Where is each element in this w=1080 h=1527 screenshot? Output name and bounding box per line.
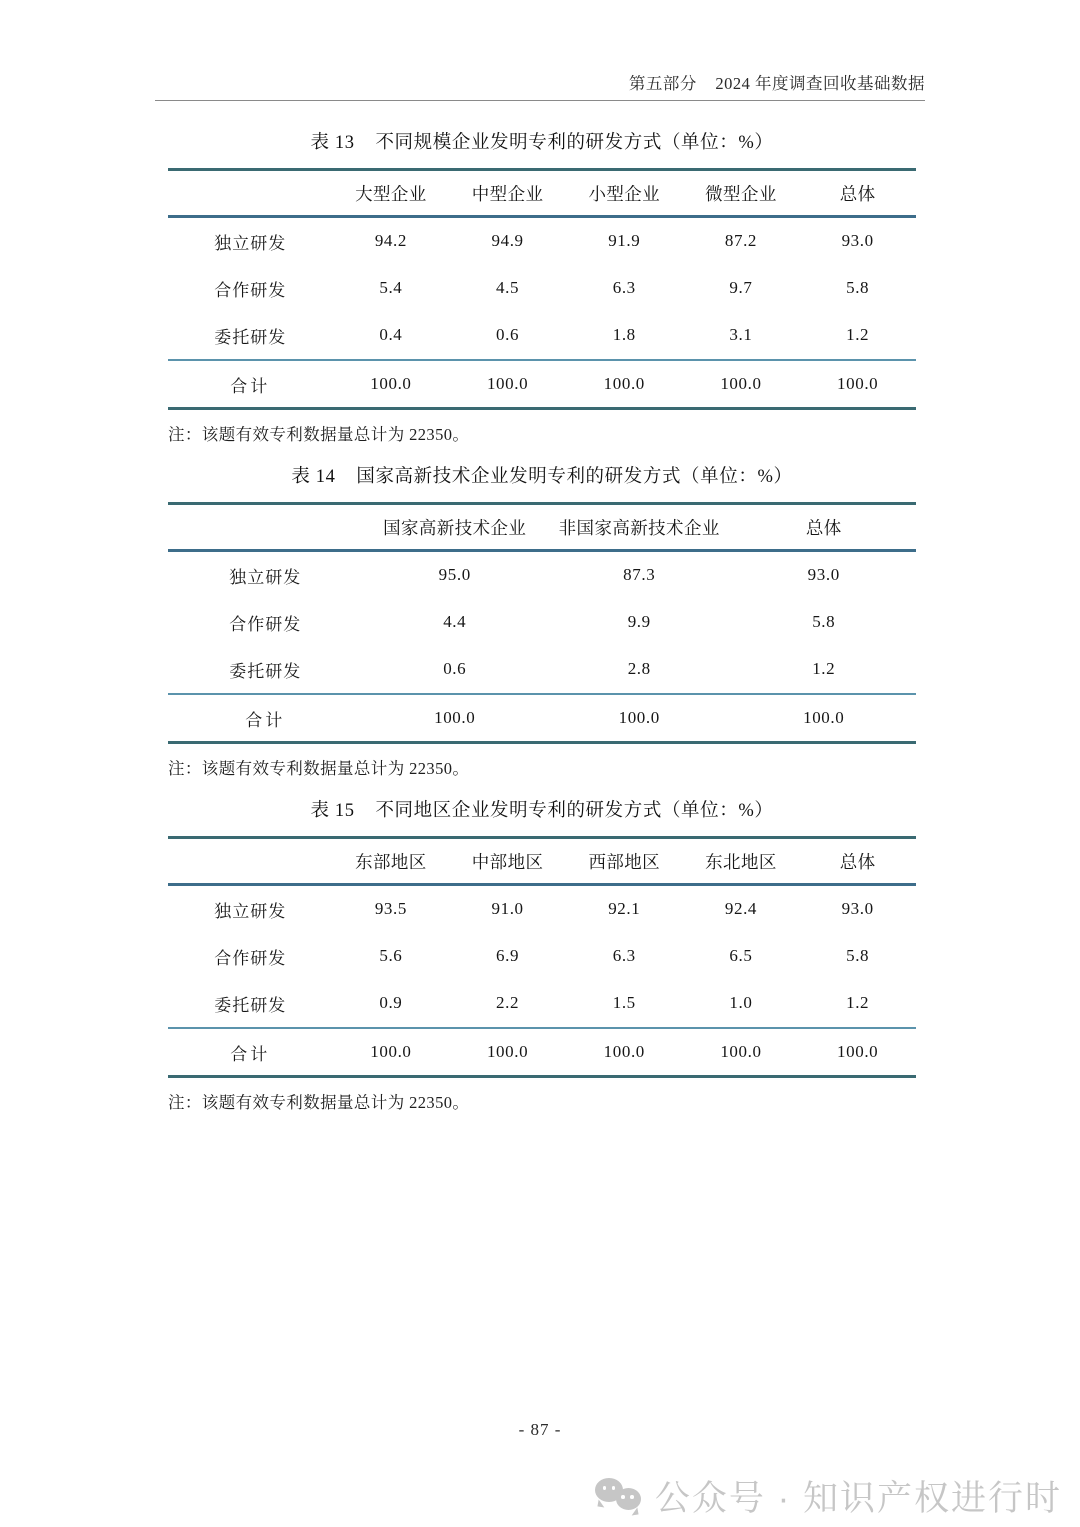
- table-cell: 0.6: [496, 325, 520, 344]
- table-head: [168, 171, 916, 215]
- table-total-cell: 100.0: [370, 374, 412, 393]
- table-column-header: 东部地区: [355, 851, 427, 872]
- wechat-icon-dot: [630, 1495, 634, 1499]
- table-cell: 5.4: [379, 278, 403, 297]
- table-cell: 87.2: [724, 231, 758, 250]
- table-row-label: 合作研发: [214, 280, 287, 300]
- table-total-section: [168, 695, 916, 741]
- wechat-icon-dot: [621, 1495, 625, 1499]
- table-row-label: 委托研发: [229, 661, 302, 681]
- table-total-cell: 100.0: [486, 1042, 529, 1061]
- table-total-row: [168, 695, 916, 741]
- table-cell: 94.2: [374, 231, 407, 250]
- table-row-label: 委托研发: [214, 995, 287, 1015]
- data-table-total: [168, 1029, 916, 1075]
- table-cell: 93.0: [841, 231, 874, 250]
- table-cell: 9.9: [627, 612, 651, 631]
- table-cell: 1.2: [846, 993, 870, 1012]
- data-table-body: [168, 552, 916, 693]
- table-total-cell: 100.0: [370, 1042, 412, 1061]
- table-body: [168, 218, 916, 359]
- table-cell: 0.9: [379, 993, 403, 1012]
- table-cell: 4.4: [443, 612, 467, 631]
- data-table-body: [168, 886, 916, 1027]
- table-row-label: 独立研发: [214, 901, 287, 921]
- table-cell: 93.0: [807, 565, 840, 584]
- table-row-label: 委托研发: [214, 327, 287, 347]
- table-block: [168, 462, 916, 779]
- table-cell: 2.8: [627, 659, 651, 678]
- table-row: [168, 886, 916, 933]
- table-cell: 3.1: [729, 325, 753, 344]
- table-cell: 5.8: [846, 946, 870, 965]
- table-total-section: [168, 361, 916, 407]
- table-rule-bottom: [168, 1075, 916, 1078]
- table-row: [168, 552, 916, 599]
- data-table-body: [168, 218, 916, 359]
- wechat-icon: [595, 1476, 641, 1516]
- table-cell: 93.0: [841, 899, 874, 918]
- table-total-cell: 100.0: [803, 708, 845, 727]
- table-cell: 1.8: [612, 325, 636, 344]
- table-row-label: 独立研发: [214, 233, 287, 253]
- table-header-row: [168, 505, 916, 549]
- table-total-cell: 100.0: [720, 374, 762, 393]
- table-total-cell: 100.0: [603, 374, 645, 393]
- table-total-cell: 100.0: [837, 1042, 879, 1061]
- table-cell: 94.9: [491, 231, 524, 250]
- table-cell: 93.5: [374, 899, 407, 918]
- table-cell: 6.3: [612, 278, 636, 297]
- table-cell: 4.5: [496, 278, 520, 297]
- table-total-cell: 100.0: [720, 1042, 762, 1061]
- watermark-text: 公众号 · 知识产权进行时: [654, 1479, 1062, 1518]
- table-total-row: [168, 1029, 916, 1075]
- table-cell: 91.9: [608, 231, 641, 250]
- table-total-cell: 100.0: [837, 374, 879, 393]
- table-total-row: [168, 361, 916, 407]
- table-row: [168, 265, 916, 312]
- page-number: - 87 -: [518, 1420, 562, 1439]
- table-rule-bottom: [168, 407, 916, 410]
- table-header-row: [168, 839, 916, 883]
- table-cell: 0.4: [379, 325, 403, 344]
- table-cell: 5.6: [379, 946, 403, 965]
- data-table: [168, 839, 916, 883]
- table-column-header: 微型企业: [705, 183, 777, 204]
- table-cell: 92.1: [608, 899, 641, 918]
- data-table: [168, 171, 916, 215]
- table-cell: 6.9: [496, 946, 520, 965]
- table-cell: 6.5: [729, 946, 753, 965]
- table-row: [168, 646, 916, 693]
- table-cell: 1.0: [729, 993, 753, 1012]
- table-note: 注：该题有效专利数据量总计为 22350。: [168, 1093, 470, 1112]
- table-row: [168, 218, 916, 265]
- table-cell: 1.2: [846, 325, 870, 344]
- running-header-title: 第五部分 2024 年度调查回收基础数据: [628, 74, 925, 93]
- table-cell: 0.6: [443, 659, 467, 678]
- data-table: [168, 505, 916, 549]
- table-corner-header: [168, 505, 362, 549]
- table-total-cell: 100.0: [486, 374, 529, 393]
- table-corner-header: [168, 839, 333, 883]
- table-column-header: 总体: [839, 851, 876, 872]
- table-column-header: 非国家高新技术企业: [558, 517, 720, 538]
- table-cell: 91.0: [491, 899, 524, 918]
- table-cell: 9.7: [729, 278, 753, 297]
- table-rule-bottom: [168, 741, 916, 744]
- table-cell: 5.8: [846, 278, 870, 297]
- wechat-icon-dot: [603, 1486, 607, 1490]
- table-row-label: 合作研发: [229, 614, 302, 634]
- table-column-header: 中型企业: [471, 183, 544, 204]
- table-body: [168, 552, 916, 693]
- table-column-header: 大型企业: [355, 183, 427, 204]
- table-row: [168, 312, 916, 359]
- table-total-label: 合计: [230, 1044, 271, 1064]
- table-cell: 2.2: [496, 993, 520, 1012]
- running-header-rule: [155, 100, 925, 102]
- table-column-header: 总体: [805, 517, 842, 538]
- table-head: [168, 505, 916, 549]
- table-corner-header: [168, 171, 333, 215]
- table-row-label: 合作研发: [214, 948, 287, 968]
- table-column-header: 国家高新技术企业: [383, 517, 527, 538]
- data-table-total: [168, 695, 916, 741]
- table-row: [168, 980, 916, 1027]
- table-column-header: 总体: [839, 183, 876, 204]
- running-header: [155, 74, 925, 101]
- table-column-header: 东北地区: [705, 851, 777, 872]
- table-cell: 92.4: [724, 899, 758, 918]
- table-caption: 表 15 不同地区企业发明专利的研发方式（单位：%）: [310, 801, 774, 821]
- table-note: 注：该题有效专利数据量总计为 22350。: [168, 759, 470, 778]
- table-row: [168, 599, 916, 646]
- data-table-total: [168, 361, 916, 407]
- table-total-cell: 100.0: [603, 1042, 645, 1061]
- table-column-header: 中部地区: [471, 851, 544, 872]
- table-caption: 表 14 国家高新技术企业发明专利的研发方式（单位：%）: [291, 467, 793, 487]
- table-caption: 表 13 不同规模企业发明专利的研发方式（单位：%）: [310, 133, 774, 153]
- table-cell: 87.3: [623, 565, 656, 584]
- wechat-icon-bubble-small: [616, 1488, 641, 1510]
- table-body: [168, 886, 916, 1027]
- table-cell: 6.3: [612, 946, 636, 965]
- table-row: [168, 933, 916, 980]
- table-total-cell: 100.0: [618, 708, 660, 727]
- table-total-label: 合计: [230, 376, 271, 396]
- table-cell: 1.2: [812, 659, 836, 678]
- table-total-section: [168, 1029, 916, 1075]
- table-cell: 95.0: [438, 565, 471, 584]
- table-header-row: [168, 171, 916, 215]
- table-block: [168, 796, 916, 1113]
- table-cell: 1.5: [612, 993, 636, 1012]
- table-total-label: 合计: [245, 710, 286, 730]
- table-row-label: 独立研发: [229, 567, 302, 587]
- table-column-header: 西部地区: [588, 851, 661, 872]
- table-column-header: 小型企业: [588, 183, 661, 204]
- table-note: 注：该题有效专利数据量总计为 22350。: [168, 425, 470, 444]
- watermark: [595, 1471, 1062, 1521]
- table-head: [168, 839, 916, 883]
- wechat-icon-dot: [612, 1486, 616, 1490]
- table-total-cell: 100.0: [434, 708, 476, 727]
- table-block: [168, 128, 916, 445]
- table-cell: 5.8: [812, 612, 836, 631]
